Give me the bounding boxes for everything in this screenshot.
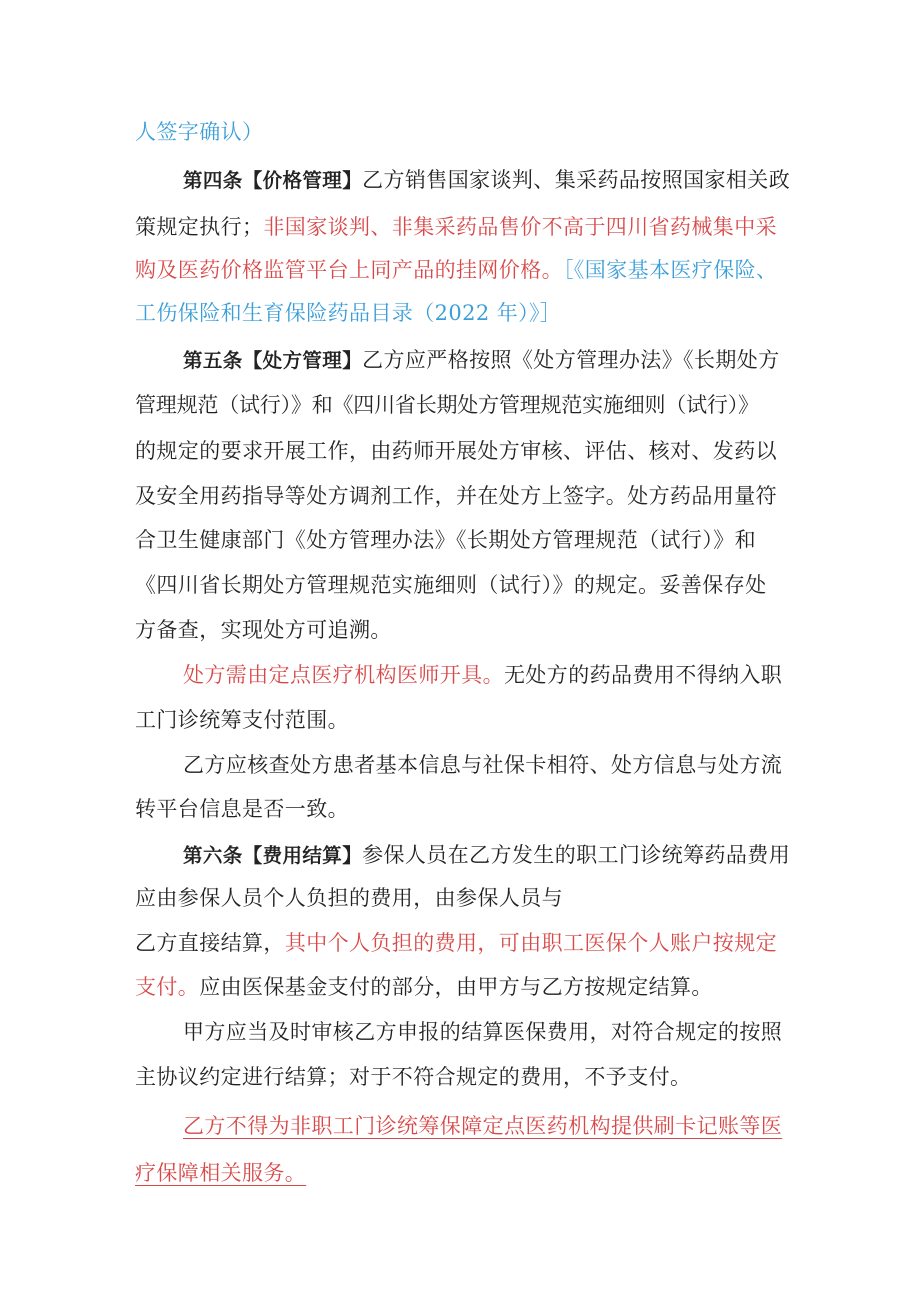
article-4-text-3a: 购及医药价格监管平台上同产品的挂网价格。: [135, 258, 563, 282]
article-5-line-1: [183, 345, 780, 376]
article-5-heading: 第五条【处方管理】: [183, 349, 363, 372]
article-4-line-3: [135, 255, 777, 285]
article-6-text-1: 参保人员在乙方发生的职工门诊统筹药品费用: [362, 843, 791, 867]
article-5-line-5: 合卫生健康部门《处方管理办法》《长期处方管理规范（试行）》和: [135, 528, 756, 552]
article-6-text-3b: 其中个人负担的费用，可由职工医保个人账户按规定: [284, 931, 778, 955]
article-6-line-2: 应由参保人员个人负担的费用，由参保人员与: [135, 886, 563, 910]
article-4-text-2a: 策规定执行；: [135, 215, 264, 239]
article-5-para-2-line-2: 工门诊统筹支付范围。: [135, 708, 349, 732]
article-5-line-4: 及安全用药指导等处方调剂工作，并在处方上签字。处方药品用量符: [135, 484, 777, 508]
article-4-line-2: [135, 212, 777, 242]
continued-line: 人签字确认）: [135, 120, 264, 144]
article-6-heading: 第六条【费用结算】: [183, 844, 363, 867]
article-5-para-2-line-1: [183, 660, 782, 690]
article-4-heading: 第四条【价格管理】: [183, 169, 363, 192]
article-4-line-1: [183, 165, 790, 196]
article-6-line-1: [183, 840, 790, 871]
article-5-para-3-line-1: 乙方应核查处方患者基本信息与社保卡相符、处方信息与处方流: [183, 753, 783, 777]
article-6-text-3a: 乙方直接结算，: [135, 931, 285, 955]
article-6-para-2-line-1: 甲方应当及时审核乙方申报的结算医保费用，对符合规定的按照: [183, 1020, 783, 1044]
article-5-line-2: 管理规范（试行）》和《四川省长期处方管理规范实施细则（试行）》: [135, 393, 759, 417]
article-5-line-7: 方备查，实现处方可追溯。: [135, 618, 392, 642]
article-6-text-4b: 应由医保基金支付的部分，由甲方与乙方按规定结算。: [199, 975, 713, 999]
article-5-line-6: 《四川省长期处方管理规范实施细则（试行）》的规定。妥善保存处: [135, 573, 767, 597]
article-4-text-2b: 非国家谈判、非集采药品售价不高于四川省药械集中采: [263, 215, 778, 239]
article-5-text-1: 乙方应严格按照《处方管理办法》《长期处方: [362, 348, 780, 372]
article-4-text-3b: ［《国家基本医疗保险、: [563, 258, 778, 282]
article-6-para-3-line-2: 疗保障相关服务。: [135, 1161, 307, 1185]
article-6-para-2-line-2: 主协议约定进行结算；对于不符合规定的费用，不予支付。: [135, 1065, 692, 1089]
article-4-text-1: 乙方销售国家谈判、集采药品按照国家相关政: [362, 168, 791, 192]
article-5-line-3: 的规定的要求开展工作，由药师开展处方审核、评估、核对、发药以: [135, 439, 777, 463]
article-6-line-3: [135, 928, 777, 958]
article-5-para-2-text-a: 处方需由定点医疗机构医师开具。: [183, 663, 504, 687]
article-6-para-3-line-1: 乙方不得为非职工门诊统筹保障定点医药机构提供刷卡记账等医: [183, 1114, 783, 1138]
article-5-para-2-text-b: 无处方的药品费用不得纳入职: [504, 663, 783, 687]
article-5-para-3-line-2: 转平台信息是否一致。: [135, 797, 349, 821]
article-6-line-4: [135, 972, 713, 1002]
article-6-text-4a: 支付。: [135, 975, 200, 999]
article-4-line-4: 工伤保险和生育保险药品目录（2022 年）》］: [135, 301, 562, 325]
